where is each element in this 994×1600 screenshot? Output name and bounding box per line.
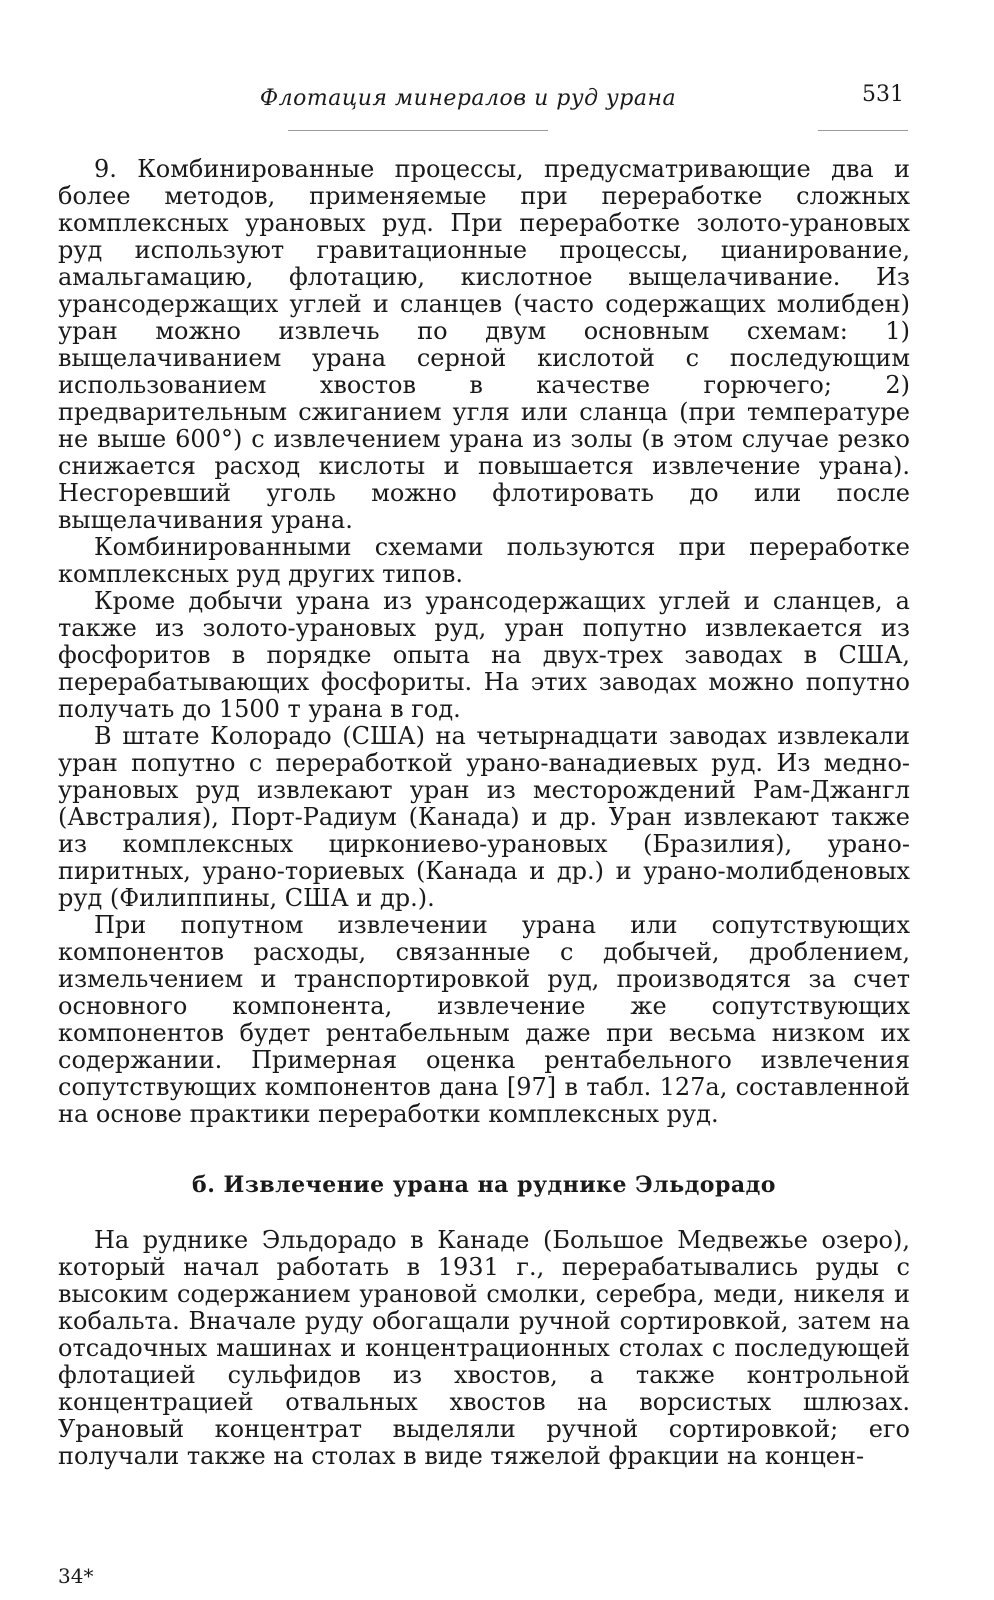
running-title: Флотация минералов и руд урана [259,86,677,111]
paragraph: 9. Комбинированные процессы, предусматривающие два и более методов, применяемые при переработке сложных комплексных урановых руд. При переработке золото-урановых руд используют гравитационные процессы, цианирование, амальгамацию, флотацию, кислотное выщелачивание. Из урансодержащих углей и сланцев (часто содержащих молибден) уран можно извлечь по двум основным схемам: 1) выщелачиванием урана серной кислотой с последующим использованием хвостов в качестве горючего; 2) предварительным сжиганием угля или сланца (при температуре не выше 600°) с извлечением урана из золы (в этом случае резко снижается расход кислоты и повышается извлечение урана). Несгоревший уголь можно флотировать до или после выщелачивания урана. [58,155,910,534]
header-rule [288,130,548,131]
paragraph: При попутном извлечении урана или сопутствующих компонентов расходы, связанные с добычей, дроблением, измельчением и транспортировкой руд, производятся за счет основного компонента, извлечение же сопутствующих компонентов будет рентабельным даже при весьма низком их содержании. Примерная оценка рентабельного извлечения сопутствующих компонентов дана [97] в табл. 127а, составленной на основе практики переработки комплексных руд. [58,911,910,1128]
paragraph: Кроме добычи урана из урансодержащих углей и сланцев, а также из золото-урановых руд, уран попутно извлекается из фосфоритов в порядке опыта на двух-трех заводах в США, перерабатывающих фосфориты. На этих заводах можно попутно получать до 1500 т урана в год. [58,587,910,723]
page-number: 531 [862,82,904,107]
book-page [58,82,910,1588]
running-header [58,82,910,126]
paragraph: На руднике Эльдорадо в Канаде (Большое Медвежье озеро), который начал работать в 1931 г., перерабатывались руды с высоким содержанием урановой смолки, серебра, меди, никеля и кобальта. Вначале руду обогащали ручной сортировкой, затем на отсадочных машинах и концентрационных столах с последующей флотацией сульфидов из хвостов, а также контрольной концентрацией отвальных хвостов на ворсистых шлюзах. Урановый концентрат выделяли ручной сортировкой; его получали также на столах в виде тяжелой фракции на концен- [58,1226,910,1470]
header-rule [818,130,908,131]
printer-signature: 34* [58,1564,94,1588]
paragraph: Комбинированными схемами пользуются при переработке комплексных руд других типов. [58,533,910,588]
section-heading: б. Извлечение урана на руднике Эльдорадо [192,1172,776,1198]
paragraph: В штате Колорадо (США) на четырнадцати заводах извлекали уран попутно с переработкой урано-ванадиевых руд. Из медно-урановых руд извлекают уран из месторождений Рам-Джангл (Австралия), Порт-Радиум (Канада) и др. Уран извлекают также из комплексных циркониево-урановых (Бразилия), урано-пиритных, урано-ториевых (Канада и др.) и урано-молибденовых руд (Филиппины, США и др.). [58,722,910,912]
main-text [58,156,910,1470]
